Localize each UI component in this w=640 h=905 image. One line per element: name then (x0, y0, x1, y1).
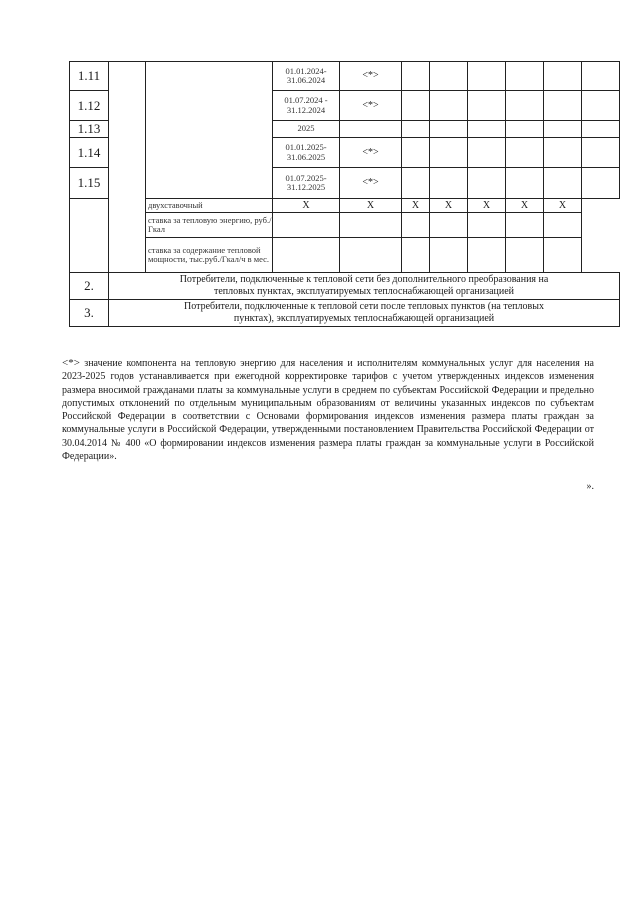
table-row (70, 213, 620, 238)
footnote (62, 357, 594, 463)
table-row (70, 199, 620, 213)
row-number: 1.11 (70, 62, 109, 91)
period-cell (273, 168, 340, 199)
period-cell (273, 91, 340, 121)
table-row (70, 300, 620, 327)
tariff-table (69, 61, 620, 327)
component-mark: <*> (340, 168, 402, 199)
period-cell (273, 138, 340, 168)
merged-cell (146, 62, 273, 199)
component-mark (340, 121, 402, 138)
x-mark: X (430, 199, 468, 213)
component-mark: <*> (340, 138, 402, 168)
merged-cell (70, 199, 109, 273)
table-row (70, 62, 620, 91)
x-mark: X (544, 199, 582, 213)
component-mark: <*> (340, 62, 402, 91)
footnote-marker: <*> (62, 357, 80, 369)
x-mark: X (468, 199, 506, 213)
energy-rate-label: ставка за тепловую энергию, руб./Гкал (146, 213, 273, 238)
period-cell: 2025 (273, 121, 340, 138)
capacity-rate-label: ставка за содержание тепловой мощности, тыс.руб./Гкал/ч в мес. (146, 238, 273, 273)
row-number: 1.14 (70, 138, 109, 168)
row-number: 2. (70, 273, 109, 300)
row-number: 3. (70, 300, 109, 327)
consumer-group: Потребители, подключенные к тепловой сети после тепловых пунктов (на тепловых пунктах), эксплуатируемых теплоснабжающей организацией (109, 300, 620, 327)
row-number: 1.12 (70, 91, 109, 121)
period-cell (273, 62, 340, 91)
period-text: 01.01.2024- 31.06.2024 (285, 65, 327, 85)
row-number: 1.15 (70, 168, 109, 199)
consumer-group: Потребители, подключенные к тепловой сети без дополнительного преобразования на тепловых пунктах, эксплуатируемых теплоснабжающей организацией (109, 273, 620, 300)
component-mark: <*> (340, 91, 402, 121)
merged-cell (109, 62, 146, 273)
closing-quote: ». (586, 481, 594, 492)
x-mark: X (506, 199, 544, 213)
period-text: 01.01.2025- 31.06.2025 (285, 142, 327, 162)
period-text: 01.07.2024 - 31.12.2024 (284, 95, 328, 115)
row-number: 1.13 (70, 121, 109, 138)
x-mark: X (402, 199, 430, 213)
footnote-text: значение компонента на тепловую энергию для населения и исполнителям коммунальных услуг для населения на 2023-2025 годов устанавливается при ежегодной корректировке тарифов с учетом утвержденных индексов изменения размера вносимой гражданами платы за коммунальные услуги в среднем по субъектам Российской Федерации и предельно допустимых отклонений по отдельным муниципальным образованиям от величины указанных индексов по субъектам Российской Федерации в соответствии с Основами формирования индексов изменения размера платы граждан за коммунальные услуги в Российской Федерации, утвержденными постановлением Правительства Российской Федерации от 30.04.2014 № 400 «О формировании индексов изменения размера платы граждан за коммунальные услуги в Российской Федерации». (62, 358, 594, 463)
two-part-label: двухставочный (146, 199, 273, 213)
x-mark: X (273, 199, 340, 213)
table-row (70, 238, 620, 273)
table-row (70, 273, 620, 300)
x-mark: X (340, 199, 402, 213)
period-text: 01.07.2025- 31.12.2025 (285, 172, 327, 192)
